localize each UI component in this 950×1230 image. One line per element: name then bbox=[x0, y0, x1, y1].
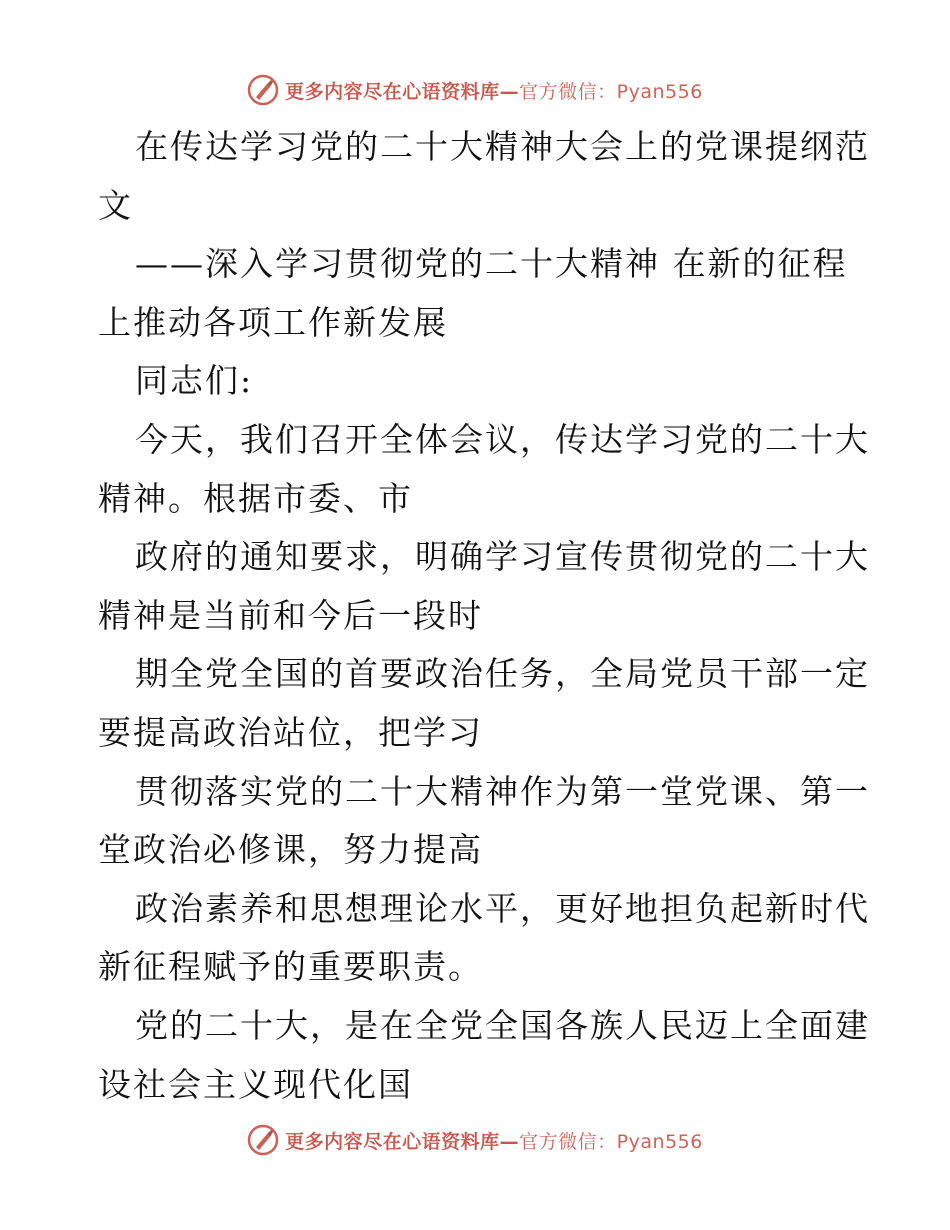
paragraph-line: 政府的通知要求，明确学习宣传贯彻党的二十大 bbox=[135, 537, 870, 577]
header-watermark bbox=[0, 70, 950, 110]
paragraph-line: 设社会主义现代化国 bbox=[98, 1064, 413, 1104]
pen-logo-icon bbox=[247, 74, 279, 106]
paragraph-line: 党的二十大，是在全党全国各族人民迈上全面建 bbox=[135, 1005, 870, 1045]
paragraph-line: 今天，我们召开全体会议，传达学习党的二十大 bbox=[135, 419, 870, 459]
footer-watermark-text: 更多内容尽在心语资料库—官方微信：Pyan556 bbox=[285, 1130, 703, 1153]
header-watermark-text: 更多内容尽在心语资料库—官方微信：Pyan556 bbox=[285, 80, 703, 103]
paragraph-line: 政治素养和思想理论水平，更好地担负起新时代 bbox=[135, 888, 870, 928]
paragraph-line: 精神。根据市委、市 bbox=[98, 478, 413, 518]
paragraph-line: 新征程赋予的重要职责。 bbox=[98, 947, 483, 987]
subtitle-line-1: ——深入学习贯彻党的二十大精神 在新的征程 bbox=[135, 244, 848, 284]
paragraph-line: 要提高政治站位，把学习 bbox=[98, 712, 483, 752]
paragraph-line: 期全党全国的首要政治任务，全局党员干部一定 bbox=[135, 654, 870, 694]
footer-watermark bbox=[0, 1120, 950, 1160]
paragraph-line: 精神是当前和今后一段时 bbox=[98, 595, 483, 635]
salutation: 同志们: bbox=[135, 361, 254, 401]
document-body bbox=[98, 118, 870, 1114]
paragraph-line: 贯彻落实党的二十大精神作为第一堂党课、第一 bbox=[135, 771, 870, 811]
title-line-2: 文 bbox=[98, 185, 133, 225]
subtitle-line-2: 上推动各项工作新发展 bbox=[98, 302, 448, 342]
paragraph-line: 堂政治必修课，努力提高 bbox=[98, 830, 483, 870]
pen-logo-icon bbox=[247, 1124, 279, 1156]
title-line-1: 在传达学习党的二十大精神大会上的党课提纲范 bbox=[135, 127, 870, 166]
